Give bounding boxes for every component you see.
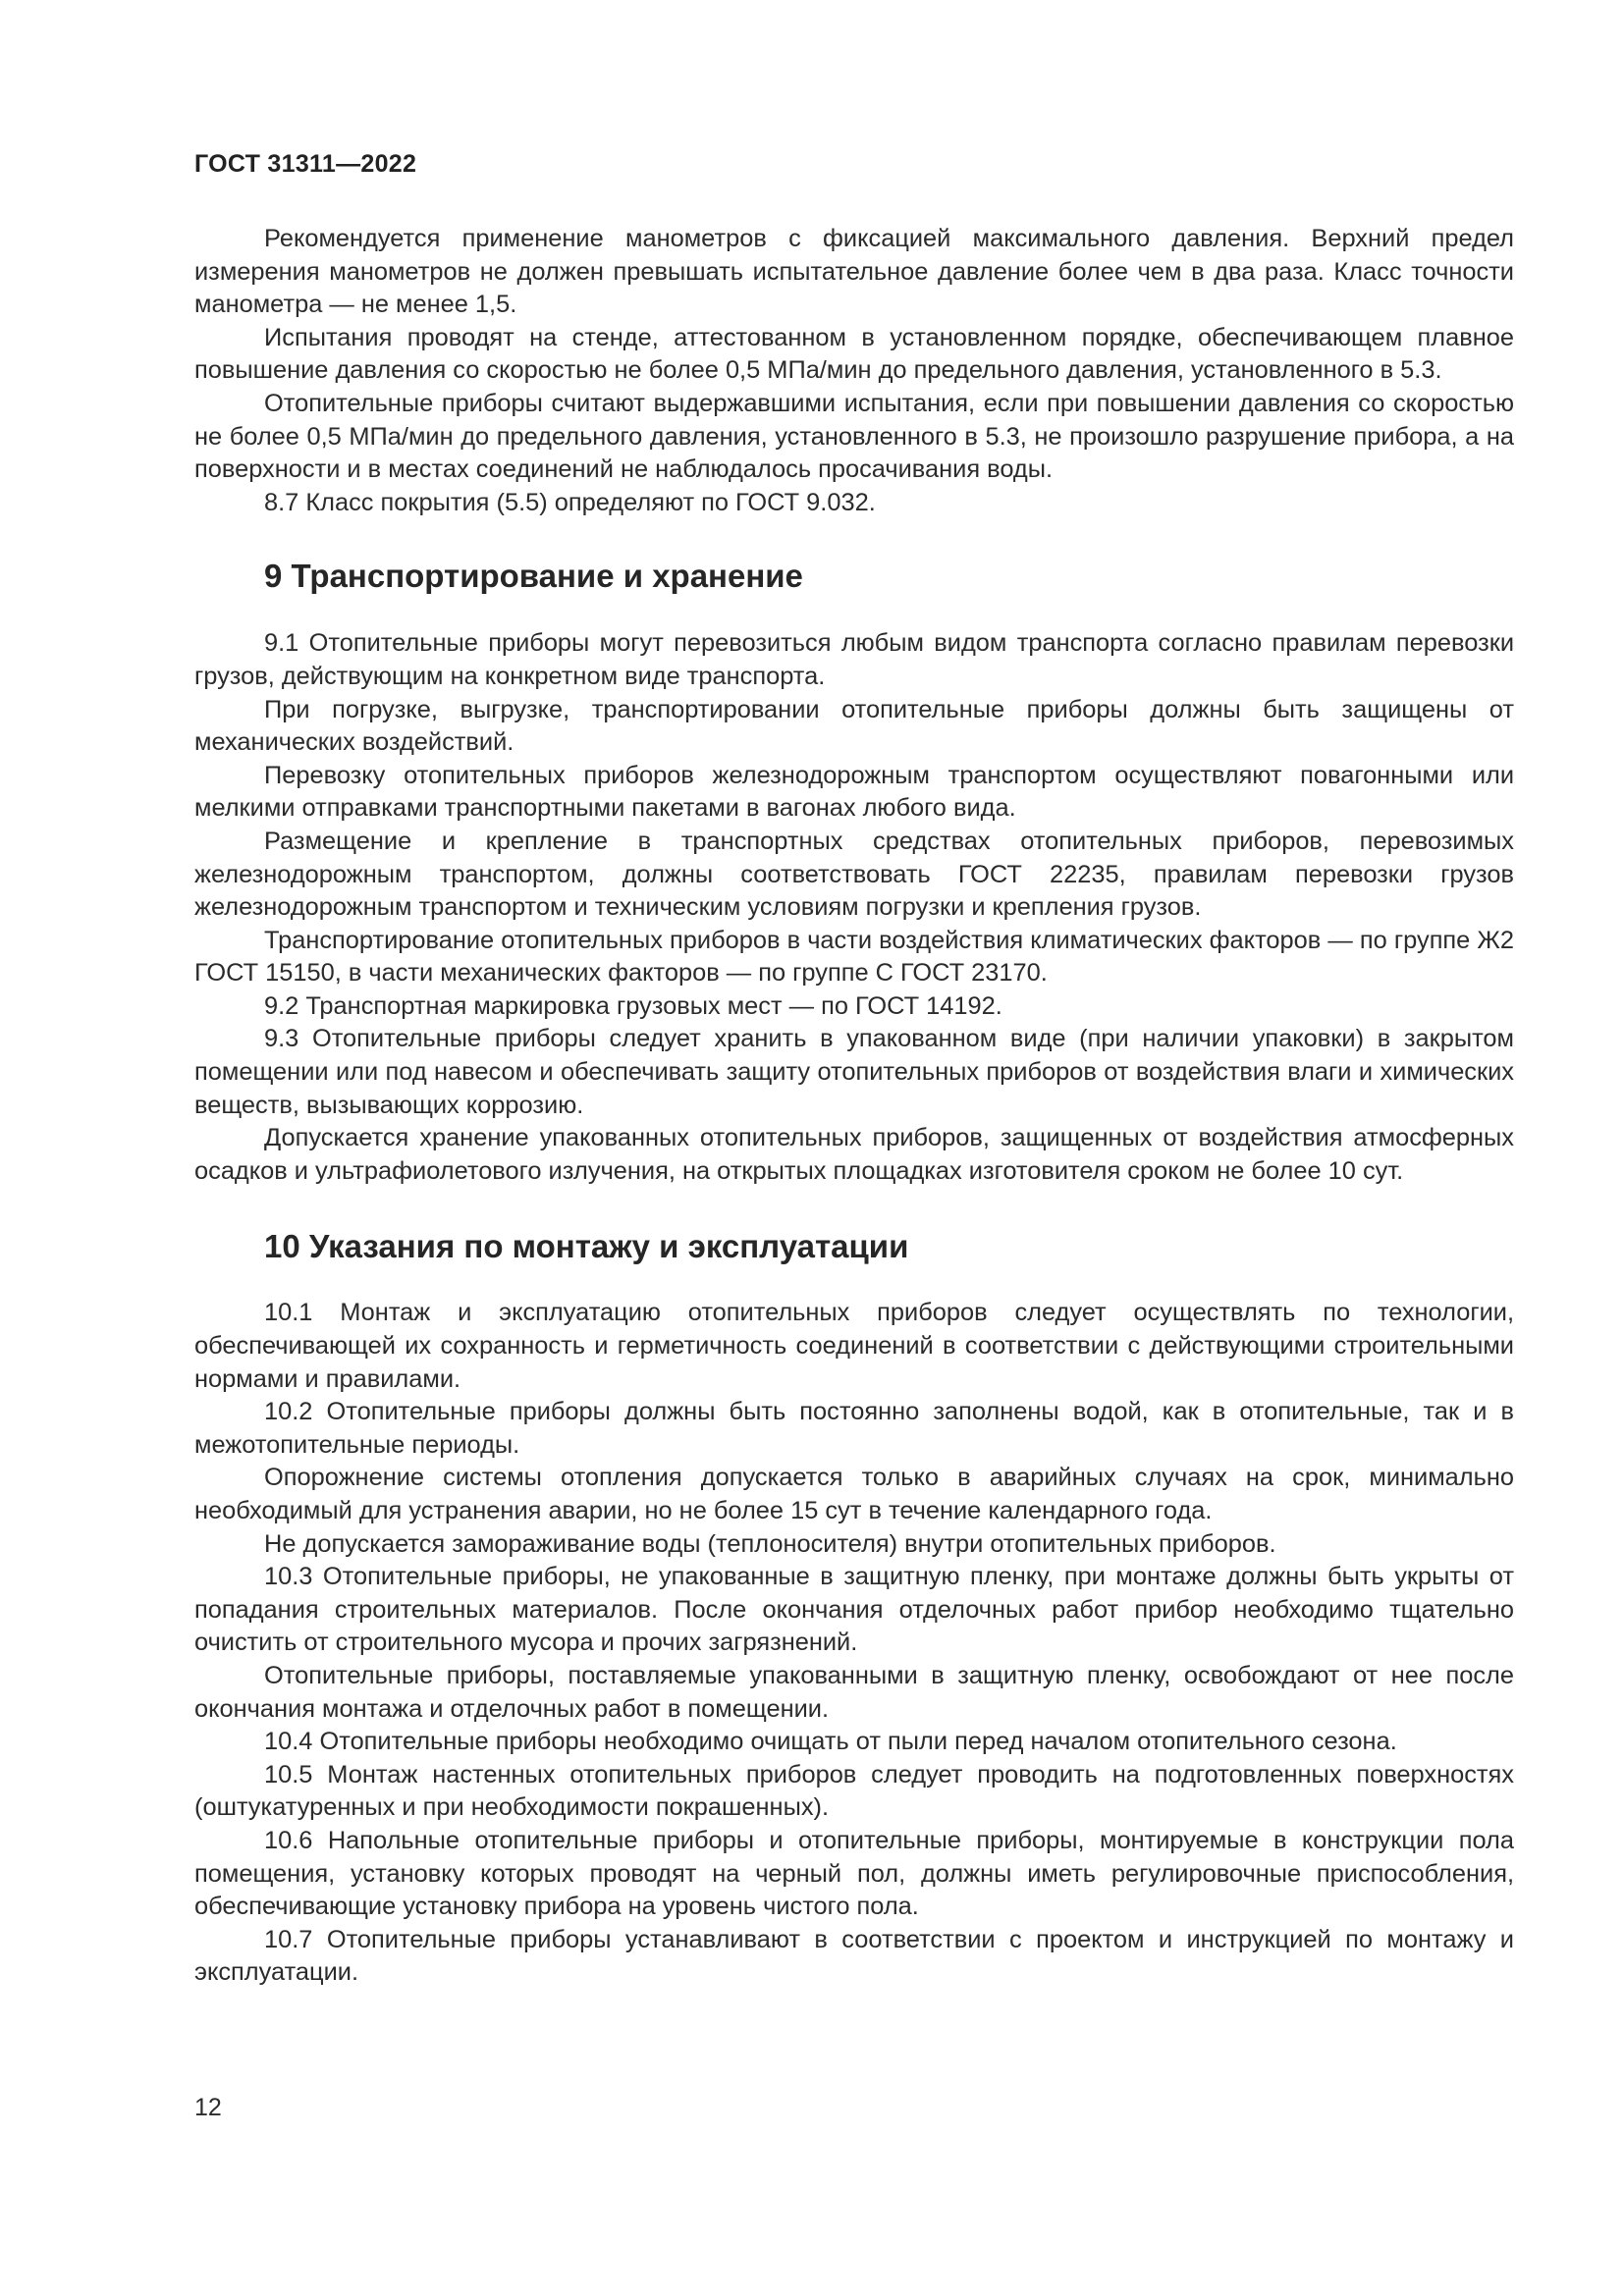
- page-number: 12: [194, 2094, 222, 2121]
- document-code-header: ГОСТ 31311—2022: [194, 150, 417, 178]
- paragraph: Допускается хранение упакованных отопительных приборов, защищенных от воздействия атмосферных осадков и ультрафиолетового излучения, на открытых площадках изготовителя сроком не более 10 сут.: [194, 1124, 1514, 1185]
- paragraph: 10.4 Отопительные приборы необходимо очищать от пыли перед началом отопительного сезона.: [264, 1728, 1397, 1756]
- section-10-body: [194, 1297, 1514, 1989]
- paragraph: 10.6 Напольные отопительные приборы и отопительные приборы, монтируемые в конструкции пола помещения, установку которых проводят на черный пол, должны иметь регулировочные приспособления, обеспечивающие установку прибора на уровень чистого пола.: [194, 1826, 1514, 1921]
- paragraph: Перевозку отопительных приборов железнодорожным транспортом осуществляют повагонными или мелкими отправками транспортными пакетами в вагонах любого вида.: [194, 761, 1514, 823]
- paragraph: При погрузке, выгрузке, транспортировании отопительные приборы должны быть защищены от механических воздействий.: [194, 695, 1514, 757]
- paragraph: Рекомендуется применение манометров с фиксацией максимального давления. Верхний предел измерения манометров не должен превышать испытательное давление более чем в два раза. Класс точности манометра — не менее 1,5.: [194, 225, 1514, 319]
- section-heading-10: 10 Указания по монтажу и эксплуатации: [264, 1228, 909, 1265]
- paragraph: 10.2 Отопительные приборы должны быть постоянно заполнены водой, как в отопительные, так и в межотопительные периоды.: [194, 1398, 1514, 1459]
- paragraph: 8.7 Класс покрытия (5.5) определяют по ГОСТ 9.032.: [264, 488, 876, 516]
- paragraph: 10.5 Монтаж настенных отопительных приборов следует проводить на подготовленных поверхностях (оштукатуренных и при необходимости покрашенных).: [194, 1760, 1514, 1822]
- paragraph: Отопительные приборы считают выдержавшими испытания, если при повышении давления со скоростью не более 0,5 МПа/мин до предельного давления, установленного в 5.3, не произошло разрушение прибора, а на поверхности и в местах соединений не наблюдалось просачивания воды.: [194, 389, 1514, 484]
- section-9-body: [194, 627, 1514, 1188]
- paragraph: Опорожнение системы отопления допускается только в аварийных случаях на срок, минимально необходимый для устранения аварии, но не более 15 сут в течение календарного года.: [194, 1464, 1514, 1524]
- section-heading-9: 9 Транспортирование и хранение: [264, 558, 803, 595]
- page-body: [194, 223, 1514, 1990]
- paragraph: Испытания проводят на стенде, аттестованном в установленном порядке, обеспечивающем плавное повышение давления со скоростью не более 0,5 МПа/мин до предельного давления, установленного в 5.3.: [194, 323, 1514, 385]
- paragraph: Транспортирование отопительных приборов в части воздействия климатических факторов — по группе Ж2 ГОСТ 15150, в части механических факторов — по группе С ГОСТ 23170.: [194, 926, 1514, 988]
- paragraph: 10.1 Монтаж и эксплуатацию отопительных приборов следует осуществлять по технологии, обеспечивающей их сохранность и герметичность соединений в соответствии с действующими строительными нормами и правилами.: [194, 1299, 1514, 1393]
- paragraph: 10.3 Отопительные приборы, не упакованные в защитную пленку, при монтаже должны быть укрыты от попадания строительных материалов. После окончания отделочных работ прибор необходимо тщательно очистить от строительного мусора и прочих загрязнений.: [194, 1563, 1514, 1657]
- paragraph: Размещение и крепление в транспортных средствах отопительных приборов, перевозимых железнодорожным транспортом, должны соответствовать ГОСТ 22235, правилам перевозки грузов железнодорожным транспортом и техническим условиям погрузки и крепления грузов.: [194, 827, 1514, 922]
- section-8-continuation: [194, 223, 1514, 519]
- paragraph: Отопительные приборы, поставляемые упакованными в защитную пленку, освобождают от нее после окончания монтажа и отделочных работ в помещении.: [194, 1661, 1514, 1723]
- paragraph: 9.1 Отопительные приборы могут перевозиться любым видом транспорта согласно правилам перевозки грузов, действующим на конкретном виде транспорта.: [194, 629, 1514, 690]
- paragraph: 9.2 Транспортная маркировка грузовых мест — по ГОСТ 14192.: [264, 991, 1002, 1020]
- paragraph: 9.3 Отопительные приборы следует хранить в упакованном виде (при наличии упаковки) в закрытом помещении или под навесом и обеспечивать защиту отопительных приборов от воздействия влаги и химических веществ, вызывающих коррозию.: [194, 1025, 1514, 1119]
- paragraph: 10.7 Отопительные приборы устанавливают в соответствии с проектом и инструкцией по монтажу и эксплуатации.: [194, 1925, 1514, 1987]
- paragraph: Не допускается замораживание воды (теплоносителя) внутри отопительных приборов.: [264, 1529, 1276, 1558]
